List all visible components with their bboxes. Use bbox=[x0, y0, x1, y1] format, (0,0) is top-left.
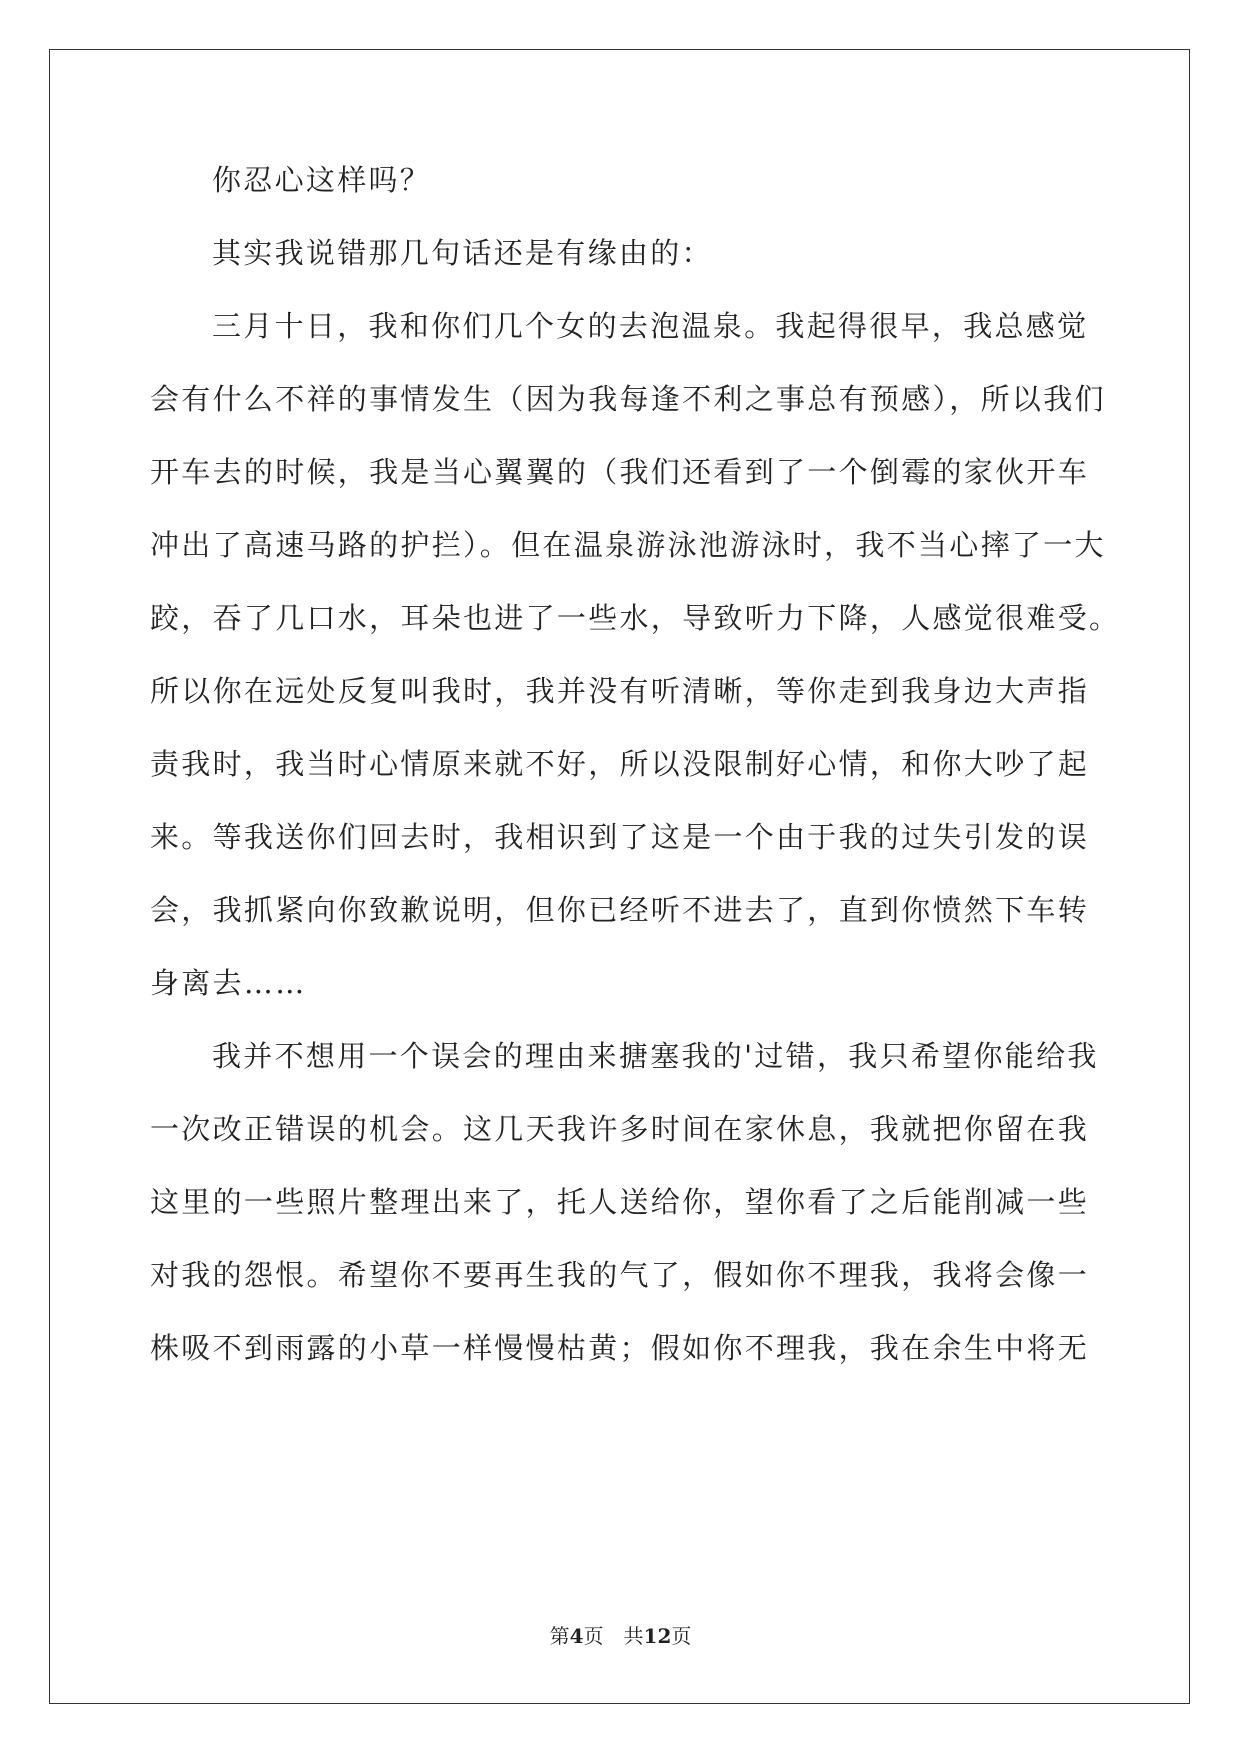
paragraph-line: 对我的怨恨。希望你不要再生我的气了，假如你不理我，我将会像一 bbox=[150, 1258, 1090, 1292]
total-pages: 12 bbox=[643, 1624, 672, 1648]
page-label-prefix: 第 bbox=[549, 1624, 570, 1648]
paragraph-line: 我并不想用一个误会的理由来搪塞我的'过错，我只希望你能给我 bbox=[212, 1039, 1099, 1073]
total-label-suffix: 页 bbox=[671, 1624, 692, 1648]
paragraph-line: 所以你在远处反复叫我时，我并没有听清晰，等你走到我身边大声指 bbox=[150, 674, 1090, 708]
page-border bbox=[49, 49, 1190, 1704]
paragraph-line: 一次改正错误的机会。这几天我许多时间在家休息，我就把你留在我 bbox=[150, 1112, 1090, 1146]
paragraph-line: 三月十日，我和你们几个女的去泡温泉。我起得很早，我总感觉 bbox=[212, 309, 1089, 343]
paragraph-line: 来。等我送你们回去时，我相识到了这是一个由于我的过失引发的误 bbox=[150, 820, 1090, 854]
paragraph-line: 身离去…… bbox=[150, 966, 307, 1000]
paragraph-line: 冲出了高速马路的护拦）。但在温泉游泳池游泳时，我不当心摔了一大 bbox=[150, 528, 1106, 562]
paragraph-line: 你忍心这样吗？ bbox=[212, 163, 432, 197]
paragraph-line: 跤，吞了几口水，耳朵也进了一些水，导致听力下降，人感觉很难受。 bbox=[150, 601, 1121, 635]
paragraph-line: 株吸不到雨露的小草一样慢慢枯黄；假如你不理我，我在余生中将无 bbox=[150, 1331, 1090, 1365]
paragraph-line: 会有什么不祥的事情发生（因为我每逢不利之事总有预感），所以我们 bbox=[150, 382, 1106, 416]
total-label-prefix: 共 bbox=[623, 1624, 644, 1648]
paragraph-line: 这里的一些照片整理出来了，托人送给你，望你看了之后能削减一些 bbox=[150, 1185, 1090, 1219]
paragraph-line: 责我时，我当时心情原来就不好，所以没限制好心情，和你大吵了起 bbox=[150, 747, 1090, 781]
paragraph-line: 开车去的时候，我是当心翼翼的（我们还看到了一个倒霉的家伙开车 bbox=[150, 455, 1090, 489]
paragraph-line: 其实我说错那几句话还是有缘由的： bbox=[212, 236, 713, 270]
page-label-suffix: 页 bbox=[583, 1624, 604, 1648]
page-footer bbox=[0, 1624, 1241, 1648]
page-number: 4 bbox=[569, 1624, 584, 1648]
paragraph-line: 会，我抓紧向你致歉说明，但你已经听不进去了，直到你愤然下车转 bbox=[150, 893, 1090, 927]
